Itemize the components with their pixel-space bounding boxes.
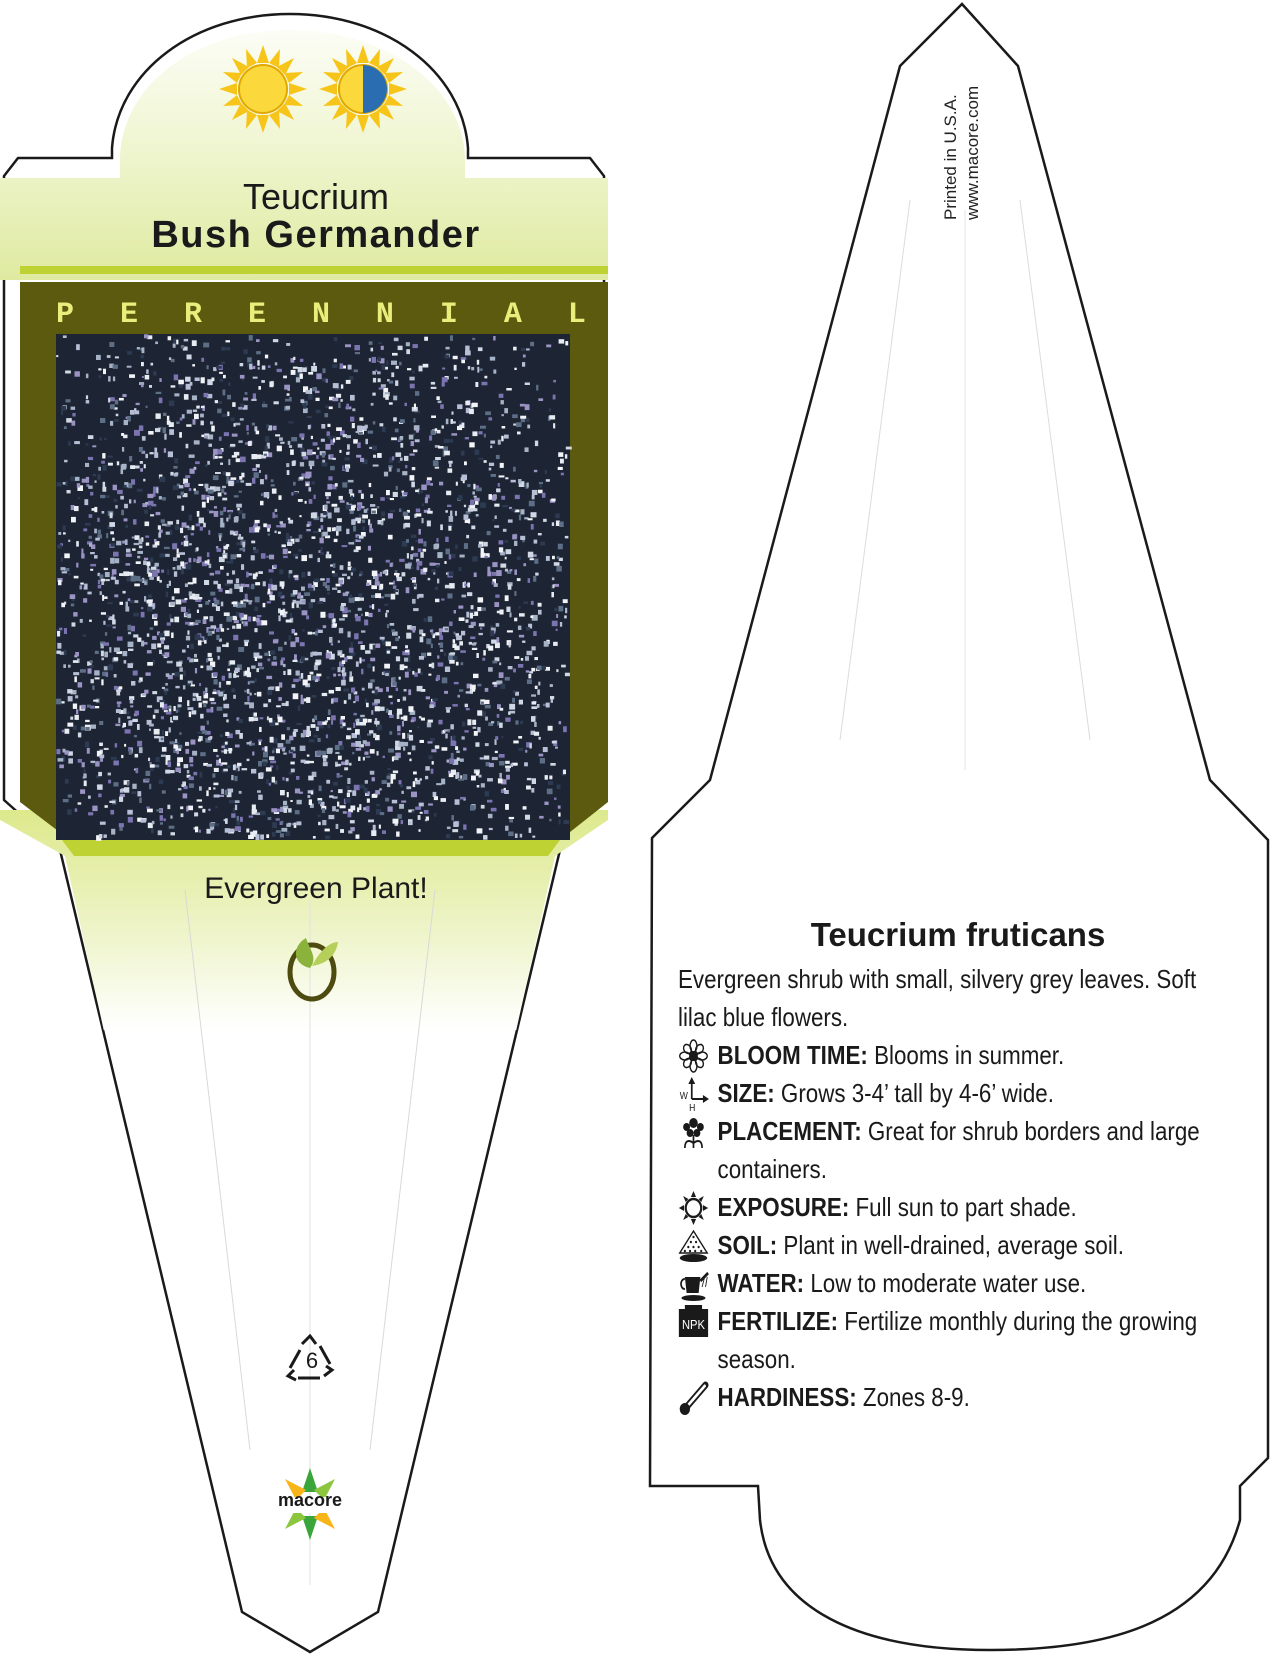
placement-icon <box>678 1115 709 1149</box>
category-letter: A <box>503 298 522 332</box>
brand-logo-text: macore <box>277 1490 343 1510</box>
category-label <box>56 298 586 334</box>
attribute-label: PLACEMENT: <box>717 1116 862 1146</box>
plant-photo <box>56 334 572 841</box>
plant-info-panel <box>678 916 1238 1416</box>
attribute-water <box>678 1264 1237 1302</box>
attribute-value: Great for shrub borders and large containers. <box>717 1116 1200 1184</box>
attribute-label: HARDINESS: <box>717 1382 857 1412</box>
recycle-number: 6 <box>305 1348 319 1373</box>
evergreen-leaf-icon <box>282 928 342 1004</box>
attribute-size <box>678 1074 1237 1112</box>
attribute-soil <box>678 1226 1237 1264</box>
flower-icon <box>678 1039 709 1073</box>
attribute-value: Zones 8-9. <box>862 1382 970 1412</box>
npk-icon <box>678 1305 709 1339</box>
attribute-placement <box>678 1112 1237 1188</box>
sun-outline-icon <box>678 1191 709 1225</box>
website: www.macore.com <box>963 85 982 220</box>
attribute-label: FERTILIZE: <box>717 1306 839 1336</box>
attribute-value: Low to moderate water use. <box>810 1268 1087 1298</box>
size-w-letter: W <box>679 1090 688 1102</box>
attribute-value: Fertilize monthly during the growing season. <box>717 1306 1198 1374</box>
evergreen-badge-text: Evergreen Plant! <box>204 872 428 905</box>
category-letter: N <box>375 298 394 332</box>
size-icon <box>678 1077 709 1111</box>
category-letter: E <box>119 298 138 332</box>
attribute-value: Plant in well-drained, average soil. <box>783 1230 1124 1260</box>
attribute-fertilize <box>678 1302 1237 1378</box>
category-letter: L <box>567 298 586 332</box>
attribute-label: SIZE: <box>717 1078 775 1108</box>
category-letter: I <box>439 298 458 332</box>
attribute-exposure <box>678 1188 1237 1226</box>
category-letter: P <box>56 298 75 332</box>
part-sun-icon <box>318 44 408 134</box>
common-name: Bush Germander <box>151 214 481 256</box>
attribute-bloom-time <box>678 1036 1237 1074</box>
botanical-name: Teucrium fruticans <box>810 916 1106 953</box>
attribute-value: Blooms in summer. <box>874 1040 1065 1070</box>
description: Evergreen shrub with small, silvery grey leaves. Soft lilac blue flowers. <box>678 964 1197 1032</box>
thermometer-icon <box>678 1381 709 1415</box>
category-letter: E <box>247 298 266 332</box>
attribute-label: EXPOSURE: <box>717 1192 850 1222</box>
common-name-genus: Teucrium <box>242 176 390 217</box>
npk-text: NPK <box>681 1317 705 1333</box>
attribute-value: Grows 3-4’ tall by 4-6’ wide. <box>780 1078 1054 1108</box>
category-letter: N <box>311 298 330 332</box>
soil-icon <box>678 1229 709 1263</box>
attribute-label: WATER: <box>717 1268 805 1298</box>
print-info <box>940 50 982 220</box>
attribute-value: Full sun to part shade. <box>855 1192 1077 1222</box>
attribute-label: BLOOM TIME: <box>717 1040 868 1070</box>
size-h-letter: H <box>689 1102 696 1111</box>
printed-in: Printed in U.S.A. <box>941 94 960 220</box>
attribute-label: SOIL: <box>717 1230 778 1260</box>
category-letter: R <box>183 298 202 332</box>
attribute-hardiness <box>678 1378 1237 1416</box>
watering-can-icon <box>678 1267 709 1301</box>
full-sun-icon <box>218 44 308 134</box>
